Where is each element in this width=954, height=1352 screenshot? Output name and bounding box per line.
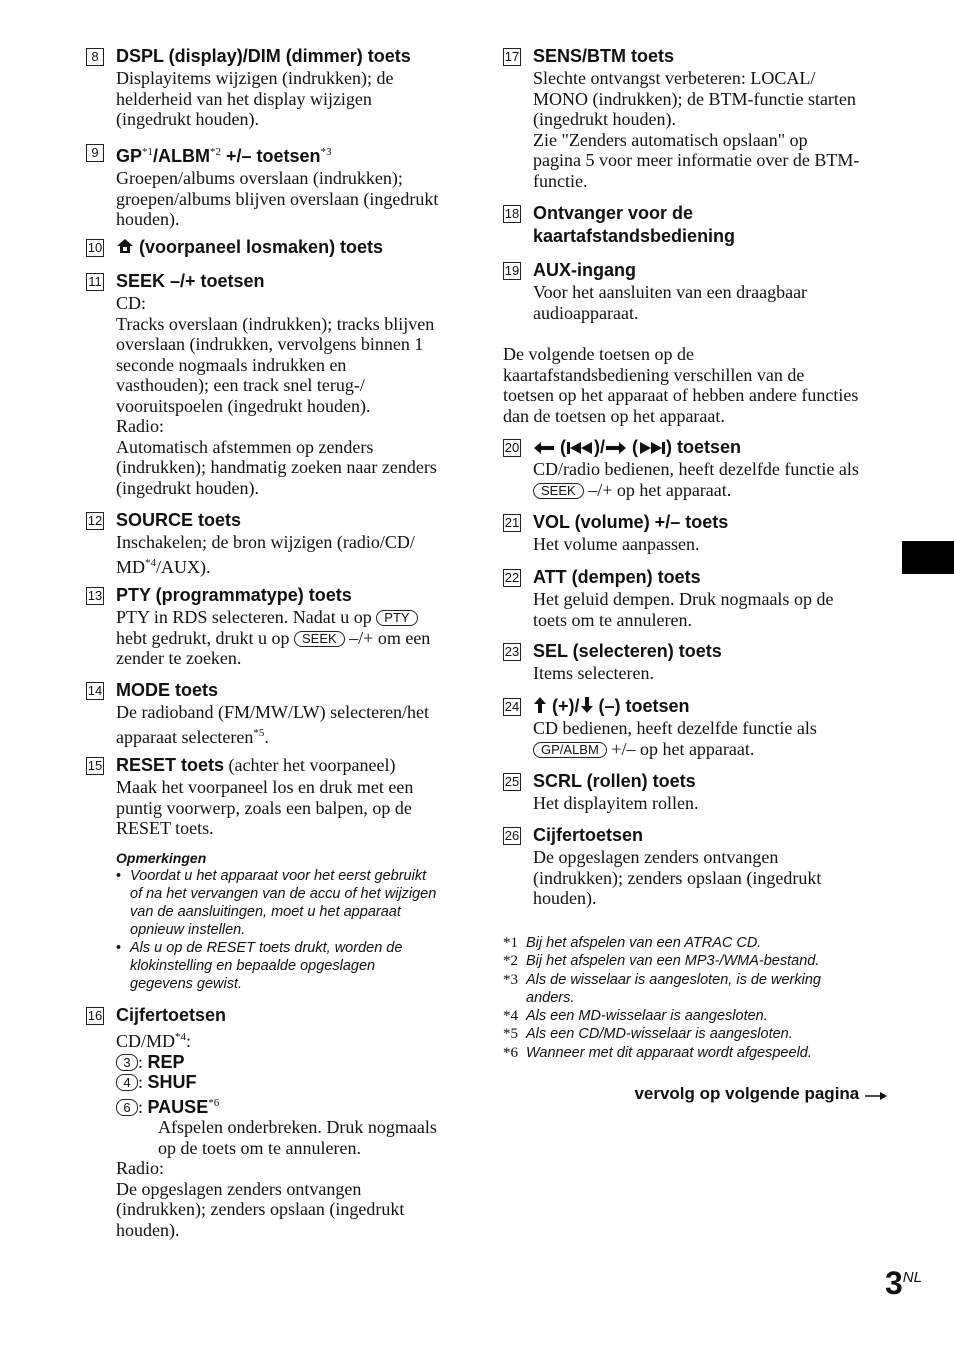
previous-track-icon — [566, 441, 594, 455]
item-body: CD bedienen, heeft dezelfde functie als GP/ALBM +/– op het apparaat. — [533, 718, 817, 759]
item-body: CD/radio bedienen, heeft dezelfde functie als SEEK –/+ op het apparaat. — [533, 459, 859, 500]
item-22 — [503, 566, 888, 630]
item-number: 19 — [504, 263, 520, 278]
arrow-right-icon — [605, 441, 627, 455]
seek-button-label: SEEK — [294, 631, 345, 647]
item-title: ( )/ ( ) toetsen — [533, 436, 888, 459]
item-19 — [503, 259, 888, 323]
footnote: *2 Bij het afspelen van een MP3-/WMA-bestand. — [503, 953, 820, 970]
page-number: 3NL — [885, 1265, 922, 1301]
item-body: Groepen/albums overslaan (indrukken); groepen/albums blijven overslaan (ingedrukt houden). — [116, 168, 439, 229]
item-number: 20 — [504, 440, 520, 455]
item-title: ATT (dempen) toets — [533, 567, 701, 587]
gp-albm-button-label: GP/ALBM — [533, 742, 607, 758]
item-16 — [86, 1004, 466, 1240]
key-line-3: 3 : REP — [116, 1052, 466, 1073]
item-body: Maak het voorpaneel los en druk met een puntig voorwerp, zoals een balpen, op de RESET toets. — [116, 777, 414, 838]
item-title: (+)/ (–) toetsen — [533, 695, 888, 718]
next-track-icon — [638, 441, 666, 455]
item-24 — [503, 695, 888, 759]
item-title: SEL (selecteren) toets — [533, 641, 722, 661]
arrow-down-icon — [580, 696, 594, 714]
footnote: *1 Bij het afspelen van een ATRAC CD. — [503, 935, 762, 951]
item-20 — [503, 436, 888, 500]
arrow-right-icon — [864, 1091, 888, 1101]
item-body: CD/MD$^{*4}$: — [116, 1031, 192, 1051]
footnote: *3 Als de wisselaar is aangesloten, is de werking anders. — [503, 971, 821, 1006]
item-11 — [86, 270, 466, 498]
item-body: Items selecteren. — [533, 663, 654, 683]
item-13 — [86, 584, 466, 669]
item-number: 25 — [504, 774, 520, 789]
item-body: Inschakelen; de bron wijzigen (radio/CD/ MD$^{*4}$/AUX). — [116, 532, 415, 577]
pause-description: Afspelen onderbreken. Druk nogmaals op de toets om te annuleren. — [158, 1117, 437, 1158]
item-title: SENS/BTM toets — [533, 46, 675, 66]
item-title: VOL (volume) +/– toets — [533, 512, 729, 532]
item-9 — [86, 141, 466, 230]
item-body: PTY in RDS selecteren. Nadat u op PTY hebt gedrukt, drukt u op SEEK –/+ om een zender te zoeken. — [116, 607, 431, 668]
footnote: *6 Wanneer met dit apparaat wordt afgespeeld. — [503, 1044, 812, 1061]
item-title: PTY (programmatype) toets — [116, 585, 352, 605]
item-17 — [503, 45, 888, 191]
item-12 — [86, 509, 466, 577]
item-body: De radioband (FM/MW/LW) selecteren/het apparaat selecteren$^{*5}$. — [116, 702, 430, 747]
key-4-label: 4 — [116, 1074, 138, 1091]
item-title: MODE toets — [116, 680, 219, 700]
item-number: 10 — [87, 240, 103, 255]
footnote: *4 Als een MD-wisselaar is aangesloten. — [503, 1008, 768, 1025]
item-number: 22 — [504, 570, 520, 585]
seek-button-label: SEEK — [533, 483, 584, 499]
item-number: 9 — [86, 144, 104, 162]
key-3-label: 3 — [116, 1054, 138, 1071]
footnotes — [503, 934, 888, 1062]
item-number: 8 — [86, 48, 104, 66]
item-25 — [503, 770, 888, 814]
item-14 — [86, 679, 466, 747]
item-title: (voorpaneel losmaken) toets — [116, 236, 466, 259]
item-number: 26 — [504, 828, 520, 843]
footnote: *5 Als een CD/MD-wisselaar is aangesloten. — [503, 1026, 793, 1043]
item-body: De opgeslagen zenders ontvangen (indrukken); zenders opslaan (ingedrukt houden). — [533, 847, 822, 908]
item-title: $GP^{*1}/ALBM^{*2}$ +/– toetsen$^{*3}$ — [116, 146, 332, 166]
item-number: 12 — [87, 513, 103, 528]
item-title: SCRL (rollen) toets — [533, 771, 696, 791]
item-number: 24 — [504, 699, 520, 714]
key-line-4: 4 : SHUF — [116, 1072, 466, 1093]
item-body: Het displayitem rollen. — [533, 793, 699, 813]
item-title: SEEK –/+ toetsen — [116, 271, 265, 291]
item-title: Cijfertoetsen — [533, 825, 644, 845]
item-number: 17 — [504, 49, 520, 64]
remote-intro-paragraph: De volgende toetsen op de kaartafstandsbediening verschillen van de toetsen op het apparaat of hebben andere functies dan de toetsen op het apparaat. — [503, 344, 859, 426]
note-item: • Voordat u het apparaat voor het eerst gebruikt of na het vervangen van de accu of het wijzigen van de aansluitingen, moet u het apparaat opnieuw instellen. — [116, 867, 437, 938]
item-title: Ontvanger voor de kaartafstandsbediening — [533, 203, 736, 246]
eject-panel-icon — [116, 238, 134, 255]
item-8 — [86, 45, 466, 130]
item-number: 11 — [86, 273, 104, 291]
item-18 — [503, 202, 888, 248]
item-body: Het geluid dempen. Druk nogmaals op de toets om te annuleren. — [533, 589, 834, 630]
key-line-6: 6 : PAUSE$^{*6}$ — [116, 1093, 466, 1118]
key-6-label: 6 — [116, 1099, 138, 1116]
continued-note: vervolg op volgende pagina — [503, 1083, 888, 1105]
item-23 — [503, 640, 888, 684]
item-21 — [503, 511, 888, 555]
item-15 — [86, 754, 466, 993]
item-title: Cijfertoetsen — [116, 1005, 227, 1025]
item-title: DSPL (display)/DIM (dimmer) toets — [116, 46, 411, 66]
item-title: AUX-ingang — [533, 260, 636, 280]
item-number: 13 — [87, 588, 103, 603]
arrow-up-icon — [533, 696, 547, 714]
item-26 — [503, 824, 888, 909]
pty-button-label: PTY — [376, 610, 417, 626]
item-number: 18 — [504, 206, 520, 221]
note-item: • Als u op de RESET toets drukt, worden de klokinstelling en bepaalde opgeslagen gegevens gewist. — [116, 939, 403, 992]
item-body: Slechte ontvangst verbeteren: LOCAL/ MONO (indrukken); de BTM-functie starten (ingedrukt houden). Zie "Zenders automatisch opslaan" op pagina 5 voor meer informatie over de BTM- functie. — [533, 68, 860, 191]
section-thumb-tab — [902, 541, 954, 574]
item-10 — [86, 236, 466, 259]
notes — [116, 849, 466, 993]
item-title: SOURCE toets — [116, 510, 242, 530]
item-title: RESET toets (achter het voorpaneel) — [116, 755, 396, 775]
radio-description: Radio: De opgeslagen zenders ontvangen (indrukken); zenders opslaan (ingedrukt houden). — [116, 1158, 405, 1240]
item-body: Het volume aanpassen. — [533, 534, 700, 554]
arrow-left-icon — [533, 441, 555, 455]
item-body: Voor het aansluiten van een draagbaar audioapparaat. — [533, 282, 808, 323]
item-body: Displayitems wijzigen (indrukken); de helderheid van het display wijzigen (ingedrukt houden). — [116, 68, 394, 129]
notes-title: Opmerkingen — [116, 849, 207, 866]
item-number: 15 — [87, 758, 103, 773]
item-number: 23 — [504, 644, 520, 659]
item-number: 16 — [87, 1008, 103, 1023]
item-body: CD: Tracks overslaan (indrukken); tracks blijven overslaan (indrukken, vervolgens binnen 1 seconde nogmaals indrukken en vasthouden); een track snel terug-/ vooruitspoelen (ingedrukt houden). Radio: Automatisch afstemmen op zenders (indrukken); handmatig zoeken naar zenders (ingedrukt houden). — [116, 293, 437, 498]
item-number: 21 — [504, 515, 520, 530]
item-number: 14 — [87, 683, 103, 698]
